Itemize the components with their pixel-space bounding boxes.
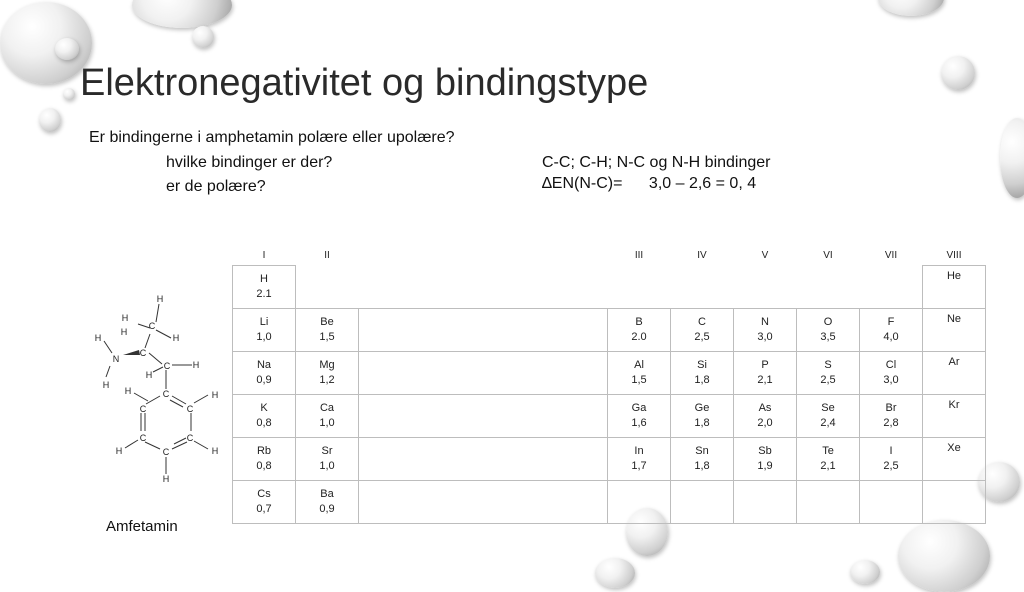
question-line-2: hvilke bindinger er der? bbox=[166, 154, 333, 171]
water-drop-decoration bbox=[850, 560, 880, 584]
electronegativity-value: 0,8 bbox=[256, 417, 272, 429]
element-symbol: H bbox=[260, 273, 268, 285]
atom-h: H bbox=[102, 380, 110, 390]
period-row bbox=[233, 438, 986, 481]
gap-cell bbox=[359, 352, 422, 395]
water-drop-decoration bbox=[63, 88, 75, 100]
element-cell bbox=[923, 309, 986, 352]
electronegativity-value: 0,7 bbox=[256, 503, 272, 515]
water-drop-decoration bbox=[0, 2, 92, 84]
element-symbol: Ba bbox=[320, 488, 334, 500]
group-header: I bbox=[262, 249, 266, 261]
element-cell bbox=[233, 266, 296, 309]
element-cell bbox=[734, 309, 797, 352]
element-cell bbox=[860, 352, 923, 395]
atom-c: C bbox=[139, 404, 147, 414]
element-cell bbox=[860, 309, 923, 352]
element-cell bbox=[296, 352, 359, 395]
element-cell bbox=[797, 481, 860, 524]
element-cell bbox=[608, 438, 671, 481]
atom-c: C bbox=[139, 348, 147, 358]
question-line-3: er de polære? bbox=[166, 178, 266, 195]
atom-h: H bbox=[94, 333, 102, 343]
element-symbol: As bbox=[758, 402, 772, 414]
electronegativity-value: 2.0 bbox=[631, 331, 647, 343]
electronegativity-value: 2,5 bbox=[694, 331, 710, 343]
element-symbol: Al bbox=[634, 359, 644, 371]
element-symbol: Kr bbox=[948, 399, 960, 411]
question-line-1: Er bindingerne i amphetamin polære eller upolære? bbox=[89, 129, 455, 146]
electronegativity-value: 1,9 bbox=[757, 460, 773, 472]
element-cell bbox=[233, 352, 296, 395]
element-cell bbox=[671, 438, 734, 481]
atom-h: H bbox=[124, 386, 132, 396]
delta-en-expression bbox=[542, 175, 756, 193]
gap-cell bbox=[483, 395, 545, 438]
atom-c: C bbox=[139, 433, 147, 443]
group-header-spacer bbox=[421, 245, 483, 266]
element-symbol: Br bbox=[885, 402, 897, 414]
delta-label: EN(N-C)= bbox=[551, 175, 623, 192]
element-symbol: O bbox=[823, 316, 833, 328]
atom-h: H bbox=[121, 313, 129, 323]
gap-cell bbox=[483, 309, 545, 352]
element-symbol: Se bbox=[821, 402, 835, 414]
electronegativity-value: 4,0 bbox=[883, 331, 899, 343]
electronegativity-value: 2,4 bbox=[820, 417, 836, 429]
element-cell bbox=[860, 481, 923, 524]
electronegativity-value: 1,5 bbox=[319, 331, 335, 343]
water-drop-decoration bbox=[132, 0, 232, 28]
gap-cell bbox=[545, 438, 608, 481]
delta-symbol: ∆ bbox=[542, 175, 552, 192]
gap-cell bbox=[421, 481, 483, 524]
atom-h: H bbox=[120, 327, 128, 337]
element-symbol: K bbox=[260, 402, 268, 414]
electronegativity-value: 0,9 bbox=[256, 374, 272, 386]
element-symbol: Sr bbox=[321, 445, 333, 457]
electronegativity-value: 0,8 bbox=[256, 460, 272, 472]
gap-cell bbox=[421, 395, 483, 438]
atom-c: C bbox=[186, 404, 194, 414]
element-symbol: C bbox=[698, 316, 706, 328]
empty-cell bbox=[860, 266, 923, 309]
electronegativity-value: 2,1 bbox=[757, 374, 773, 386]
element-cell bbox=[923, 352, 986, 395]
electronegativity-value: 3,5 bbox=[820, 331, 836, 343]
electronegativity-value: 3,0 bbox=[883, 374, 899, 386]
atom-h: H bbox=[172, 333, 180, 343]
element-symbol: In bbox=[634, 445, 644, 457]
group-header: VI bbox=[823, 249, 833, 261]
electronegativity-value: 1,7 bbox=[631, 460, 647, 472]
element-symbol: Ne bbox=[946, 313, 962, 325]
gap-cell bbox=[359, 266, 422, 309]
amphetamine-structure bbox=[88, 292, 228, 492]
periodic-table bbox=[232, 245, 986, 524]
gap-cell bbox=[545, 481, 608, 524]
atom-c: C bbox=[162, 389, 170, 399]
element-cell bbox=[797, 309, 860, 352]
atom-c: C bbox=[163, 361, 171, 371]
element-cell bbox=[671, 352, 734, 395]
group-header-spacer bbox=[359, 245, 422, 266]
element-cell bbox=[296, 395, 359, 438]
gap-cell bbox=[483, 266, 545, 309]
element-cell bbox=[923, 438, 986, 481]
atom-h: H bbox=[211, 390, 219, 400]
gap-cell bbox=[483, 352, 545, 395]
electronegativity-value: 0,9 bbox=[319, 503, 335, 515]
element-cell bbox=[671, 481, 734, 524]
gap-cell bbox=[421, 266, 483, 309]
element-symbol: Si bbox=[697, 359, 707, 371]
element-cell bbox=[734, 481, 797, 524]
water-drop-decoration bbox=[192, 26, 214, 48]
group-header: III bbox=[634, 249, 644, 261]
gap-cell bbox=[421, 309, 483, 352]
period-row bbox=[233, 395, 986, 438]
element-symbol: Ca bbox=[319, 402, 335, 414]
element-cell bbox=[296, 438, 359, 481]
empty-cell bbox=[671, 266, 734, 309]
element-symbol: Rb bbox=[256, 445, 272, 457]
period-row bbox=[233, 266, 986, 309]
element-cell bbox=[671, 395, 734, 438]
atom-h: H bbox=[162, 474, 170, 484]
atom-h: H bbox=[192, 360, 200, 370]
element-symbol: Be bbox=[320, 316, 334, 328]
element-cell bbox=[734, 352, 797, 395]
gap-cell bbox=[421, 352, 483, 395]
element-symbol: I bbox=[889, 445, 893, 457]
water-drop-decoration bbox=[898, 520, 990, 592]
gap-cell bbox=[359, 481, 422, 524]
element-cell bbox=[923, 266, 986, 309]
gap-cell bbox=[421, 438, 483, 481]
element-cell bbox=[608, 395, 671, 438]
atom-h: H bbox=[211, 446, 219, 456]
element-cell bbox=[797, 352, 860, 395]
element-symbol: Sb bbox=[758, 445, 772, 457]
element-cell bbox=[923, 481, 986, 524]
water-drop-decoration bbox=[39, 108, 61, 132]
gap-cell bbox=[359, 309, 422, 352]
water-drop-decoration bbox=[55, 38, 79, 60]
element-symbol: S bbox=[824, 359, 832, 371]
water-drop-decoration bbox=[941, 56, 975, 90]
electronegativity-value: 1,5 bbox=[631, 374, 647, 386]
element-cell bbox=[797, 438, 860, 481]
element-cell bbox=[860, 395, 923, 438]
element-symbol: N bbox=[761, 316, 769, 328]
delta-value: 3,0 – 2,6 = 0, 4 bbox=[648, 175, 757, 192]
element-symbol: Ge bbox=[694, 402, 710, 414]
element-symbol: F bbox=[887, 316, 895, 328]
group-header-spacer bbox=[483, 245, 545, 266]
group-header: IV bbox=[697, 249, 707, 261]
atom-h: H bbox=[115, 446, 123, 456]
element-cell bbox=[233, 309, 296, 352]
atom-c: C bbox=[162, 447, 170, 457]
element-cell bbox=[734, 438, 797, 481]
gap-cell bbox=[483, 438, 545, 481]
bond-list: C-C; C-H; N-C og N-H bindinger bbox=[542, 154, 771, 171]
period-row bbox=[233, 309, 986, 352]
element-cell bbox=[296, 481, 359, 524]
water-drop-decoration bbox=[878, 0, 944, 16]
element-symbol: Ga bbox=[631, 402, 647, 414]
group-header: V bbox=[761, 249, 769, 261]
element-symbol: Xe bbox=[947, 442, 961, 454]
element-cell bbox=[233, 395, 296, 438]
element-symbol: Cs bbox=[257, 488, 271, 500]
electronegativity-value: 1,0 bbox=[319, 417, 335, 429]
electronegativity-value: 2.1 bbox=[256, 288, 272, 300]
electronegativity-value: 1,0 bbox=[256, 331, 272, 343]
group-header: VII bbox=[884, 249, 898, 261]
atom-c: C bbox=[186, 433, 194, 443]
electronegativity-value: 2,0 bbox=[757, 417, 773, 429]
element-cell bbox=[608, 309, 671, 352]
element-cell bbox=[923, 395, 986, 438]
group-header: II bbox=[324, 249, 330, 261]
atom-n: N bbox=[112, 354, 120, 364]
element-cell bbox=[296, 309, 359, 352]
element-symbol: Li bbox=[259, 316, 269, 328]
element-symbol: Cl bbox=[885, 359, 897, 371]
element-cell bbox=[608, 481, 671, 524]
electronegativity-value: 1,2 bbox=[319, 374, 335, 386]
element-symbol: Ar bbox=[948, 356, 960, 368]
electronegativity-value: 2,8 bbox=[883, 417, 899, 429]
electronegativity-value: 2,5 bbox=[883, 460, 899, 472]
electronegativity-value: 2,1 bbox=[820, 460, 836, 472]
empty-cell bbox=[296, 266, 359, 309]
gap-cell bbox=[483, 481, 545, 524]
atom-c: C bbox=[148, 321, 156, 331]
electronegativity-value: 1,8 bbox=[694, 460, 710, 472]
electronegativity-value: 1,0 bbox=[319, 460, 335, 472]
group-header: VIII bbox=[946, 249, 962, 261]
water-drop-decoration bbox=[595, 558, 635, 588]
element-cell bbox=[797, 395, 860, 438]
element-cell bbox=[734, 395, 797, 438]
electronegativity-value: 1,6 bbox=[631, 417, 647, 429]
element-cell bbox=[608, 352, 671, 395]
atom-h: H bbox=[156, 294, 164, 304]
gap-cell bbox=[545, 352, 608, 395]
gap-cell bbox=[545, 309, 608, 352]
gap-cell bbox=[545, 395, 608, 438]
gap-cell bbox=[545, 266, 608, 309]
period-row bbox=[233, 352, 986, 395]
molecule-caption: Amfetamin bbox=[106, 518, 178, 535]
electronegativity-value: 3,0 bbox=[757, 331, 773, 343]
element-symbol: B bbox=[635, 316, 643, 328]
gap-cell bbox=[359, 395, 422, 438]
element-cell bbox=[860, 438, 923, 481]
group-header-spacer bbox=[545, 245, 608, 266]
period-row bbox=[233, 481, 986, 524]
element-cell bbox=[233, 438, 296, 481]
atom-h: H bbox=[145, 370, 153, 380]
electronegativity-value: 1,8 bbox=[694, 417, 710, 429]
gap-cell bbox=[359, 438, 422, 481]
element-symbol: Mg bbox=[319, 359, 335, 371]
empty-cell bbox=[797, 266, 860, 309]
electronegativity-value: 1,8 bbox=[694, 374, 710, 386]
element-cell bbox=[233, 481, 296, 524]
element-symbol: Te bbox=[822, 445, 834, 457]
element-symbol: Sn bbox=[695, 445, 709, 457]
empty-cell bbox=[734, 266, 797, 309]
element-symbol: Na bbox=[256, 359, 272, 371]
water-drop-decoration bbox=[1000, 118, 1024, 198]
element-cell bbox=[671, 309, 734, 352]
electronegativity-value: 2,5 bbox=[820, 374, 836, 386]
element-symbol: P bbox=[761, 359, 769, 371]
slide-title: Elektronegativitet og bindingstype bbox=[80, 62, 649, 104]
empty-cell bbox=[608, 266, 671, 309]
element-symbol: He bbox=[946, 270, 962, 282]
